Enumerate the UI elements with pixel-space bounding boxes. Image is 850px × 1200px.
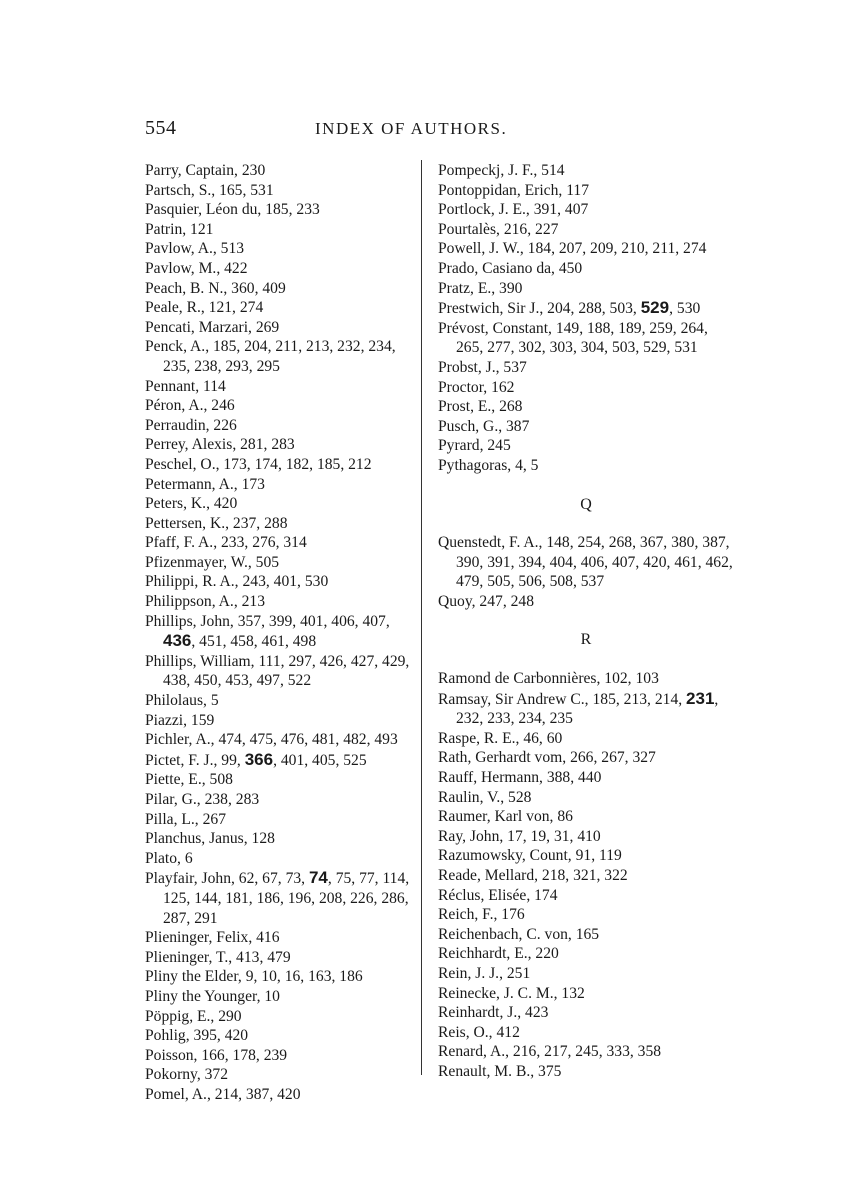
- index-entry: Pontoppidan, Erich, 117: [438, 181, 590, 199]
- index-entry: Partsch, S., 165, 531: [145, 181, 274, 199]
- index-entry: Réclus, Elisée, 174: [438, 886, 558, 904]
- index-entry: Pettersen, K., 237, 288: [145, 514, 288, 532]
- index-entry: Pohlig, 395, 420: [145, 1027, 249, 1045]
- index-entry: Reich, F., 176: [438, 906, 525, 924]
- index-entry: Ramond de Carbonnières, 102, 103: [438, 670, 659, 688]
- index-entry: Philippi, R. A., 243, 401, 530: [145, 573, 329, 591]
- index-entry: Pilar, G., 238, 283: [145, 791, 260, 808]
- index-entry: Playfair, John, 62, 67, 73, 74, 75, 77, 114, 125, 144, 181, 186, 196, 208, 226, 286, 287, 291: [145, 868, 414, 927]
- index-entry: Pliny the Younger, 10: [145, 987, 280, 1005]
- index-entry: Quoy, 247, 248: [438, 592, 535, 610]
- index-entry: Pokorny, 372: [145, 1066, 229, 1084]
- index-entry: Renault, M. B., 375: [438, 1062, 562, 1080]
- index-entry: Ramsay, Sir Andrew C., 185, 213, 214, 231, 232, 233, 234, 235: [438, 688, 723, 728]
- index-entry: Pratz, E., 390: [438, 279, 523, 297]
- section-r-entries: [438, 669, 734, 1081]
- index-entry: Raspe, R. E., 46, 60: [438, 729, 563, 747]
- index-entry: Renard, A., 216, 217, 245, 333, 358: [438, 1043, 662, 1061]
- index-entry: Reade, Mellard, 218, 321, 322: [438, 867, 628, 884]
- index-entry: Pusch, G., 387: [438, 417, 530, 435]
- index-column-right: [438, 161, 737, 1082]
- index-entry: Pfizenmayer, W., 505: [145, 553, 280, 571]
- page-number: 554: [145, 117, 177, 139]
- index-entry: Perraudin, 226: [145, 416, 237, 434]
- index-entry: Peschel, O., 173, 174, 182, 185, 212: [145, 455, 372, 473]
- section-letter-q: Q: [580, 495, 592, 513]
- index-entry: Reinhardt, J., 423: [438, 1004, 549, 1022]
- index-entry: Pomel, A., 214, 387, 420: [145, 1085, 301, 1103]
- index-entry: Piette, E., 508: [145, 771, 233, 789]
- index-entry: Pennant, 114: [145, 377, 226, 395]
- bold-page-ref: 366: [244, 749, 274, 769]
- index-entry: Pfaff, F. A., 233, 276, 314: [145, 534, 307, 552]
- bold-page-ref: 436: [163, 631, 192, 651]
- index-entry: Pöppig, E., 290: [145, 1007, 242, 1025]
- index-entry: Peach, B. N., 360, 409: [145, 279, 286, 297]
- section-q-entries: [438, 533, 737, 611]
- index-entry: Poisson, 166, 178, 239: [145, 1046, 288, 1064]
- index-entry: Portlock, J. E., 391, 407: [438, 201, 589, 219]
- index-entry: Philippson, A., 213: [145, 593, 266, 611]
- index-column-left: [145, 161, 413, 1105]
- column-divider: [421, 160, 422, 1075]
- index-entry: Prost, E., 268: [438, 398, 523, 416]
- index-entry: Péron, A., 246: [145, 397, 235, 415]
- index-entry: Petermann, A., 173: [145, 475, 265, 493]
- index-entry: Prévost, Constant, 149, 188, 189, 259, 264, 265, 277, 302, 303, 304, 503, 529, 531: [438, 319, 712, 357]
- index-entry: Pliny the Elder, 9, 10, 16, 163, 186: [145, 968, 363, 986]
- index-entry: Pavlow, A., 513: [145, 240, 245, 258]
- index-entry: Parry, Captain, 230: [145, 162, 266, 179]
- index-entry: Peale, R., 121, 274: [145, 299, 264, 317]
- index-entry: Pictet, F. J., 99, 366, 401, 405, 525: [145, 749, 367, 769]
- bold-page-ref: 231: [686, 688, 715, 708]
- index-entry: Reichenbach, C. von, 165: [438, 925, 600, 943]
- index-entry: Plato, 6: [145, 849, 193, 867]
- index-entry: Prado, Casiano da, 450: [438, 259, 583, 277]
- index-entry: Plieninger, Felix, 416: [145, 929, 280, 947]
- index-entry: Phillips, William, 111, 297, 426, 427, 429, 438, 450, 453, 497, 522: [145, 652, 414, 690]
- index-entry: Patrin, 121: [145, 220, 214, 238]
- index-entry: Pilla, L., 267: [145, 810, 226, 828]
- index-entry: Philolaus, 5: [145, 692, 219, 710]
- index-entry: Perrey, Alexis, 281, 283: [145, 436, 295, 454]
- running-title: INDEX OF AUTHORS.: [315, 119, 508, 138]
- index-entry: Probst, J., 537: [438, 358, 527, 376]
- section-letter-r: R: [580, 631, 592, 649]
- index-entry: Phillips, John, 357, 399, 401, 406, 407, 436, 451, 458, 461, 498: [145, 612, 394, 651]
- index-entry: Quenstedt, F. A., 148, 254, 268, 367, 380, 387, 390, 391, 394, 404, 406, 407, 420, 461, 462, 479, 505, 506, 508, 537: [438, 534, 737, 591]
- index-entry: Reis, O., 412: [438, 1023, 520, 1041]
- index-entry: Pencati, Marzari, 269: [145, 318, 280, 336]
- index-entry: Piazzi, 159: [145, 711, 215, 729]
- index-entry: Planchus, Janus, 128: [145, 830, 275, 848]
- index-entry: Penck, A., 185, 204, 211, 213, 232, 234, 235, 238, 293, 295: [145, 338, 400, 375]
- bold-page-ref: 529: [640, 298, 670, 318]
- index-entry: Razumowsky, Count, 91, 119: [438, 847, 622, 865]
- index-entry: Peters, K., 420: [145, 495, 238, 513]
- index-entry: Pavlow, M., 422: [145, 259, 248, 277]
- page-header: [145, 117, 730, 147]
- index-entry: Pasquier, Léon du, 185, 233: [145, 201, 320, 219]
- index-entry: Rauff, Hermann, 388, 440: [438, 769, 602, 787]
- index-entry: Pichler, A., 474, 475, 476, 481, 482, 493: [145, 731, 398, 749]
- bold-page-ref: 74: [308, 868, 328, 888]
- index-entry: Pourtalès, 216, 227: [438, 220, 559, 238]
- index-entry: Prestwich, Sir J., 204, 288, 503, 529, 530: [438, 298, 701, 318]
- index-entry: Plieninger, T., 413, 479: [145, 948, 291, 966]
- index-entry: Raulin, V., 528: [438, 788, 532, 806]
- index-entry: Pompeckj, J. F., 514: [438, 162, 565, 179]
- index-entry: Raumer, Karl von, 86: [438, 808, 573, 826]
- index-entry: Powell, J. W., 184, 207, 209, 210, 211, 274: [438, 240, 707, 258]
- index-entry: Rath, Gerhardt vom, 266, 267, 327: [438, 749, 656, 767]
- index-entry: Ray, John, 17, 19, 31, 410: [438, 827, 601, 845]
- index-entry: Rein, J. J., 251: [438, 964, 531, 982]
- index-entry: Pyrard, 245: [438, 437, 511, 455]
- index-entry: Reinecke, J. C. M., 132: [438, 984, 585, 1002]
- section-p-continued: [438, 161, 734, 476]
- index-entry: Reichhardt, E., 220: [438, 945, 559, 963]
- index-entry: Pythagoras, 4, 5: [438, 456, 539, 474]
- index-entry: Proctor, 162: [438, 378, 515, 396]
